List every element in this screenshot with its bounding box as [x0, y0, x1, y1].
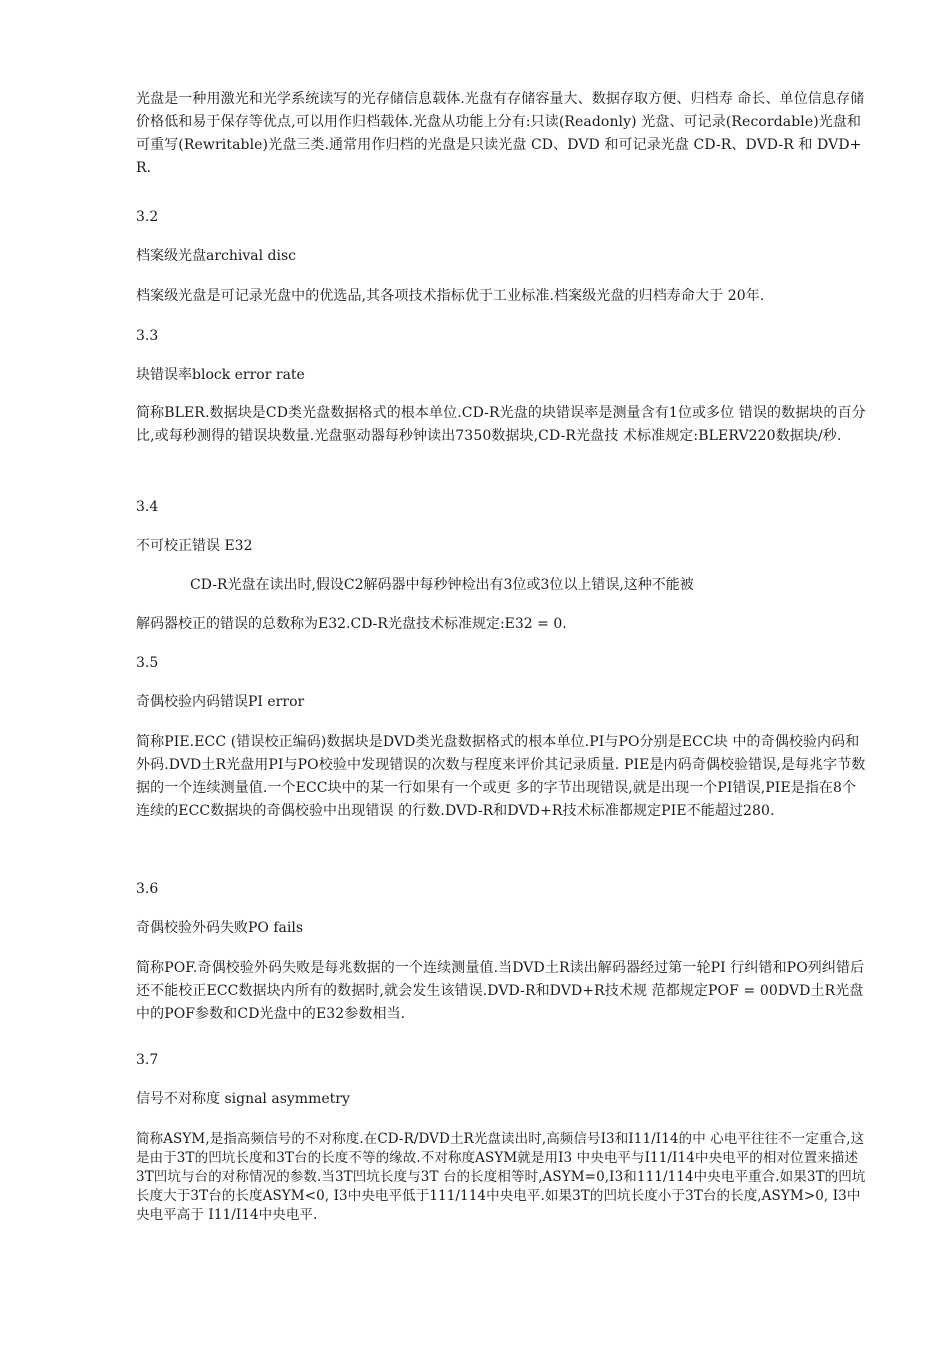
- section-body-archival-disc: 档案级光盘是可记录光盘中的优选品,其各项技术指标优于工业标准.档案级光盘的归档寿命大于 20年.: [136, 288, 765, 304]
- section-title-signal-asymmetry: 信号不对称度 signal asymmetry: [136, 1091, 350, 1107]
- section-number-3-6: 3.6: [136, 881, 159, 897]
- section-title-po-fails: 奇偶校验外码失败PO fails: [136, 920, 304, 936]
- section-number-3-7: 3.7: [136, 1052, 159, 1068]
- section-body-e32-line1: CD-R光盘在读出时,假设C2解码器中每秒钟检出有3位或3位以上错误,这种不能被: [190, 577, 694, 593]
- section-body-po-fails: 简称POF.奇偶校验外码失败是每兆数据的一个连续测量值.当DVD土R读出解码器经过第一轮PI 行纠错和PO列纠错后还不能校正ECC数据块内所有的数据时,就会发生该错误.DVD-R和DVD+R技术规 范都规定POF = 00DVD土R光盘中的POF参数和CD光盘中的E32参数相当.: [136, 960, 865, 1022]
- section-body-block-error-rate: 简称BLER.数据块是CD类光盘数据格式的根本单位.CD-R光盘的块错误率是测量含有1位或多位 错误的数据块的百分比,或每秒测得的错误块数量.光盘驱动器每秒钟读出7350数据块,CD-R光盘技 术标准规定:BLERV220数据块/秒.: [136, 405, 866, 444]
- intro-paragraph: 光盘是一种用激光和光学系统读写的光存储信息载体.光盘有存储容量大、数据存取方便、归档寿 命长、单位信息存储价格低和易于保存等优点,可以用作归档载体.光盘从功能上分有:只读(Readonly) 光盘、可记录(Recordable)光盘和可重写(Rewritable)光盘三类.通常用作归档的光盘是只读光盘 CD、DVD 和可记录光盘 CD-R、DVD-R 和 DVD+R.: [136, 91, 865, 176]
- section-body-signal-asymmetry: 简称ASYM,是指高频信号的不对称度.在CD-R/DVD土R光盘读出时,高频信号I3和I11/I14的中 心电平往往不一定重合,这是由于3T的凹坑长度和3T台的长度不等的缘故.不对称度ASYM就是用I3 中央电平与I11/I14中央电平的相对位置来描述3T凹坑与台的对称情况的参数.当3T凹坑长度与3T 台的长度相等时,ASYM=0,I3和111/114中央电平重合.如果3T的凹坑长度大于3T台的长度ASYM<0, I3中央电平低于111/114中央电平.如果3T的凹坑长度小于3T台的长度,ASYM>0, I3中央电平高于 I11/I14中央电平.: [136, 1131, 866, 1223]
- section-title-pi-error: 奇偶校验内码错误PI error: [136, 694, 305, 710]
- section-number-3-5: 3.5: [136, 655, 159, 671]
- section-number-3-3: 3.3: [136, 328, 159, 344]
- section-body-pi-error: 简称PIE.ECC (错误校正编码)数据块是DVD类光盘数据格式的根本单位.PI与PO分别是ECC块 中的奇偶校验内码和外码.DVD土R光盘用PI与PO校验中发现错误的次数与程度来评价其记录质量. PIE是内码奇偶校验错误,是每兆字节数据的一个连续测量值.一个ECC块中的某一行如果有一个或更 多的字节出现错误,就是出现一个PI错误,PIE是指在8个连续的ECC数据块的奇偶校验中出现错误 的行数.DVD-R和DVD+R技术标准都规定PIE不能超过280.: [136, 734, 866, 819]
- section-title-block-error-rate: 块错误率block error rate: [136, 367, 305, 383]
- section-number-3-2: 3.2: [136, 209, 159, 225]
- section-title-e32: 不可校正错误 E32: [136, 538, 253, 554]
- section-number-3-4: 3.4: [136, 499, 159, 515]
- section-body-e32-line2: 解码器校正的错误的总数称为E32.CD-R光盘技术标准规定:E32 = 0.: [136, 616, 567, 632]
- section-title-archival-disc: 档案级光盘archival disc: [136, 248, 297, 264]
